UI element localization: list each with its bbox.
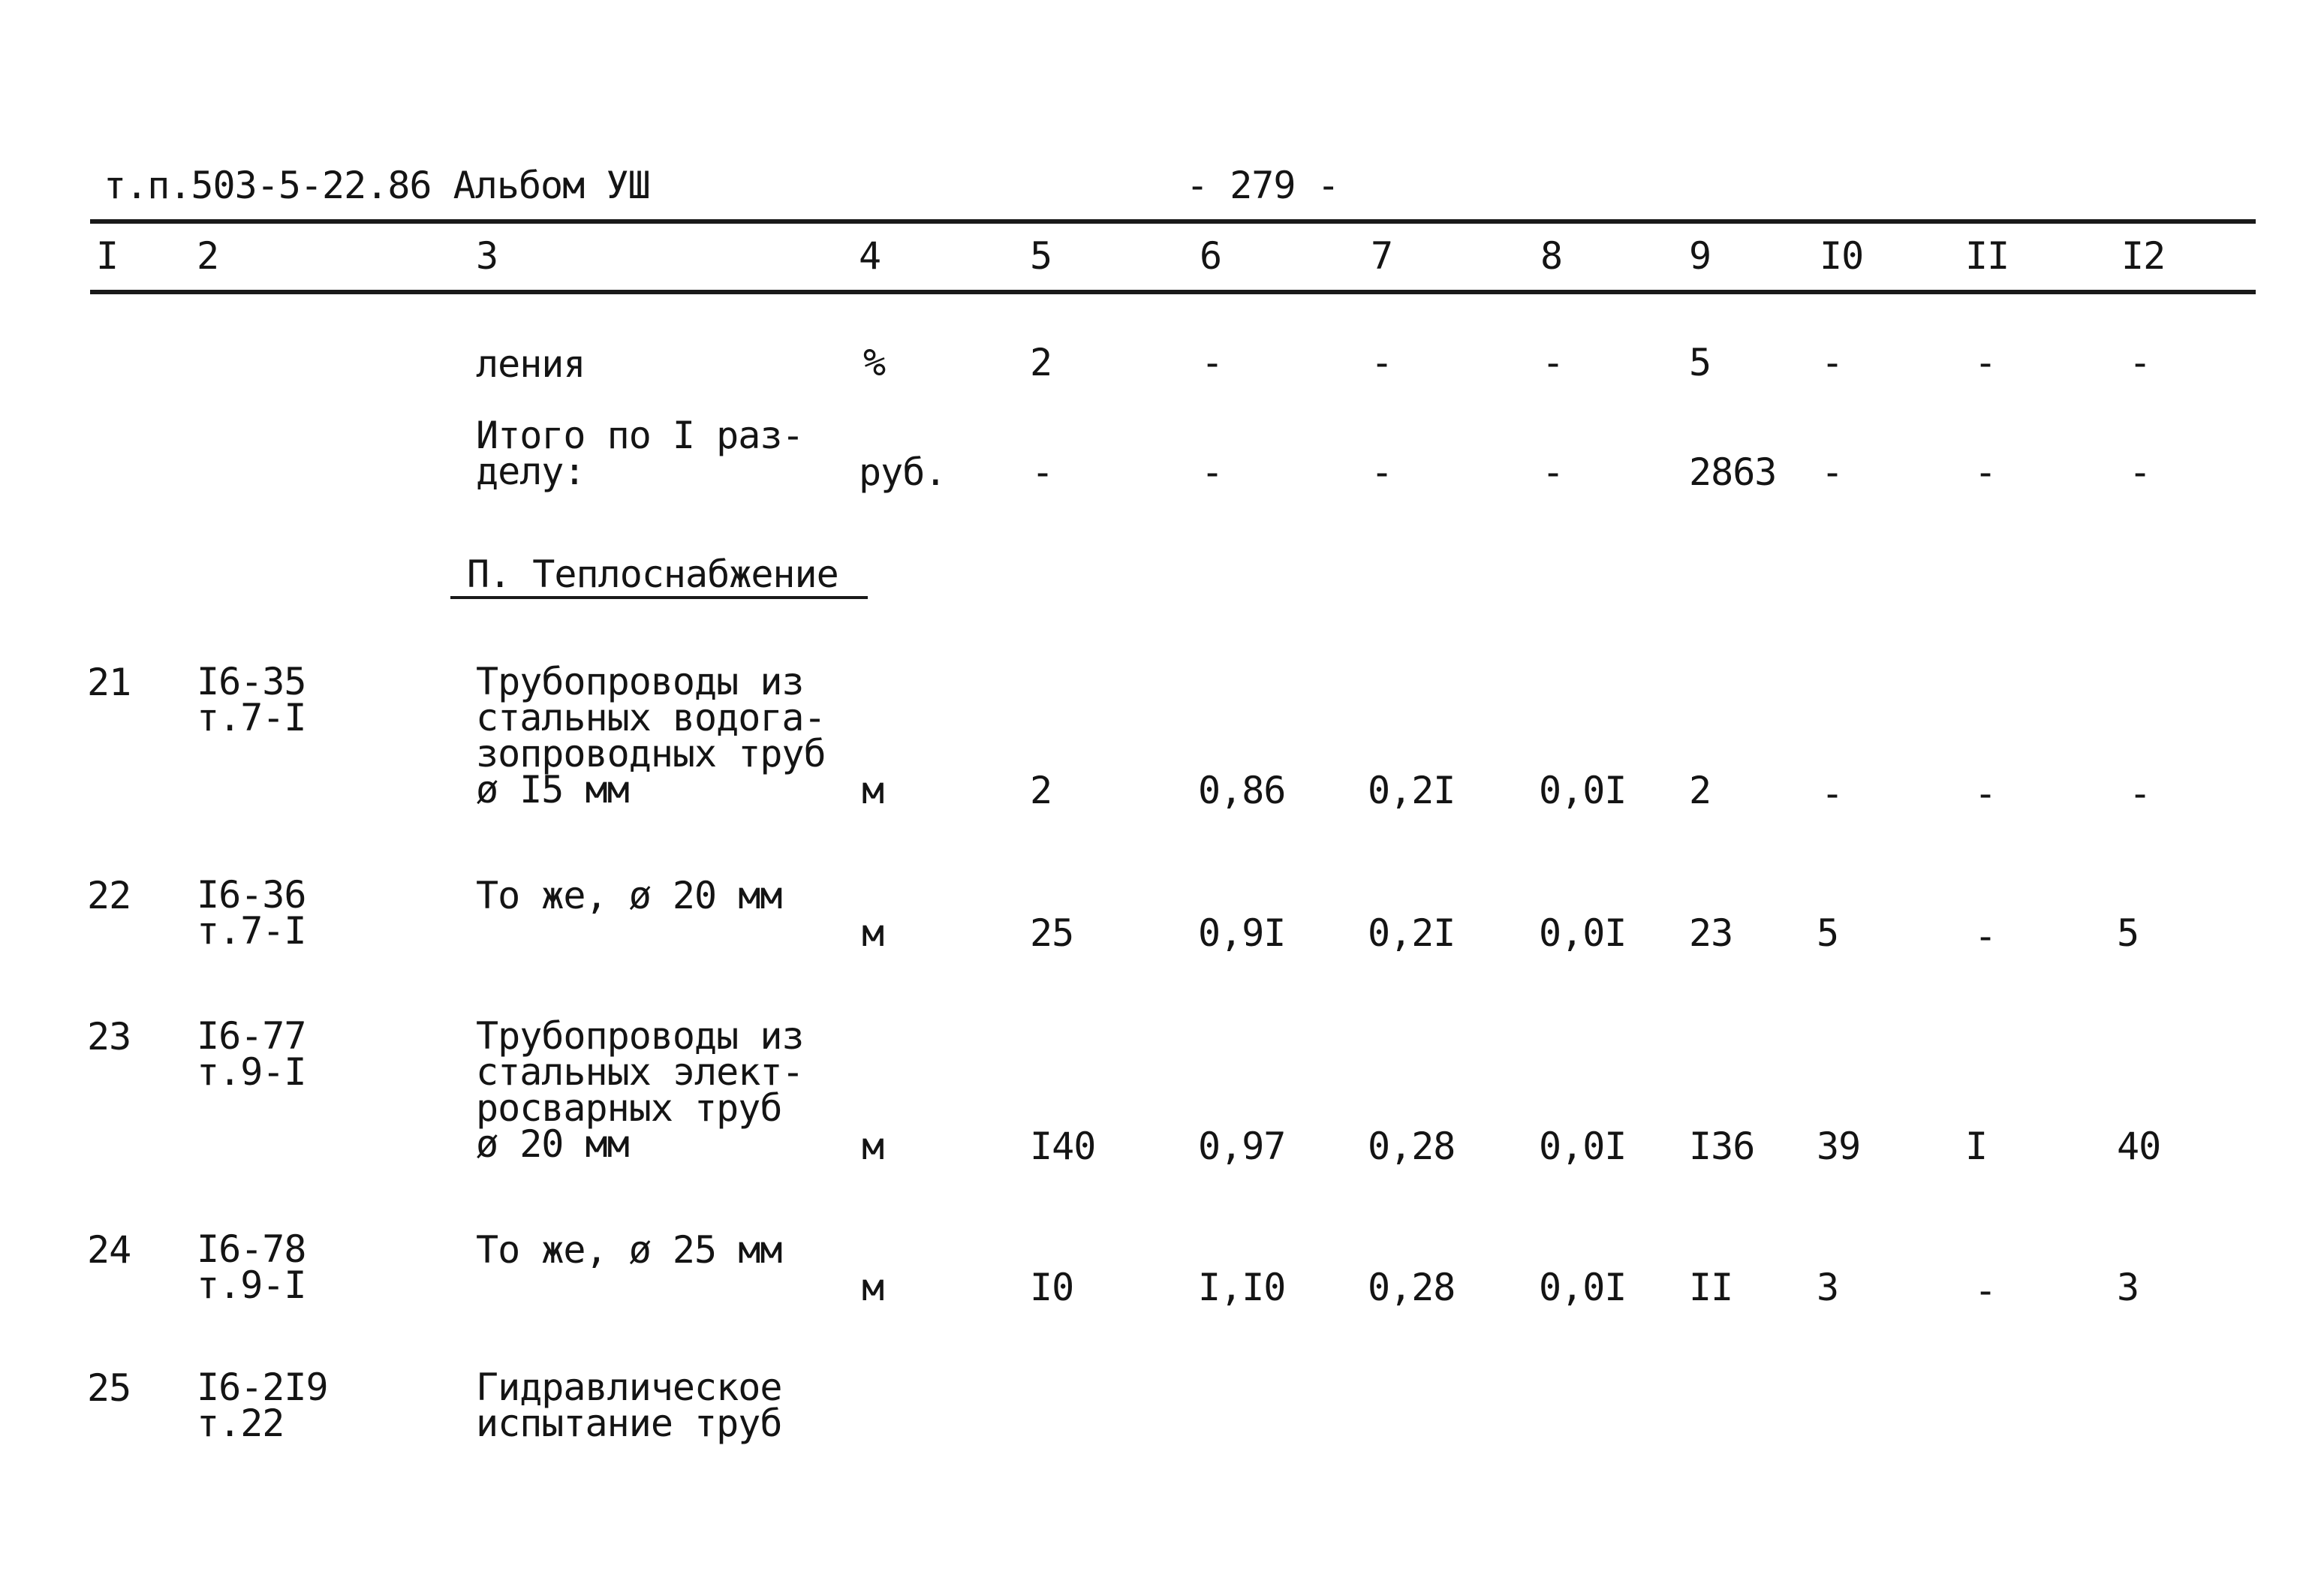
table-cell-col9: II bbox=[1689, 1266, 1733, 1309]
column-header-5: 5 bbox=[1030, 234, 1052, 278]
table-cell-col9: 23 bbox=[1689, 911, 1733, 955]
column-header-4: 4 bbox=[859, 234, 881, 278]
section-heading-underline bbox=[450, 596, 868, 599]
table-cell-col5: 25 bbox=[1030, 911, 1074, 955]
table-cell-col12: - bbox=[2129, 341, 2151, 384]
table-cell-col7: 0,28 bbox=[1368, 1266, 1456, 1309]
table-cell-unit: м bbox=[862, 769, 884, 812]
table-cell-col11: - bbox=[1974, 341, 1997, 384]
column-header-8: 8 bbox=[1540, 234, 1563, 278]
table-cell-col10: - bbox=[1821, 772, 1844, 815]
table-cell-description: Итого по I раз- делу: bbox=[476, 414, 804, 493]
table-cell-col10: - bbox=[1821, 341, 1844, 384]
table-cell-code: I6-78 т.9-I bbox=[197, 1227, 306, 1307]
table-cell-col8: - bbox=[1542, 341, 1564, 384]
table-cell-number: 24 bbox=[87, 1228, 131, 1272]
table-cell-unit: м bbox=[862, 1266, 884, 1309]
table-cell-col7: 0,28 bbox=[1368, 1125, 1456, 1168]
table-cell-col9: 5 bbox=[1689, 341, 1711, 384]
document-reference: т.п.503-5-22.86 Альбом УШ bbox=[104, 164, 650, 207]
table-cell-description: То же, ø 20 мм bbox=[476, 874, 782, 917]
column-header-6: 6 bbox=[1200, 234, 1222, 278]
table-cell-unit: % bbox=[863, 341, 886, 384]
table-cell-description: Трубопроводы из стальных элект- росварных труб ø 20 мм bbox=[476, 1014, 804, 1166]
table-cell-col10: 5 bbox=[1817, 911, 1839, 955]
table-cell-col11: - bbox=[1974, 1269, 1997, 1312]
table-cell-number: 23 bbox=[87, 1015, 131, 1058]
table-cell-number: 21 bbox=[87, 661, 131, 704]
table-cell-description: Гидравлическое испытание труб bbox=[476, 1366, 782, 1445]
table-cell-unit: м bbox=[862, 1125, 884, 1168]
table-cell-code: I6-35 т.7-I bbox=[197, 660, 306, 739]
table-cell-col10: - bbox=[1821, 450, 1844, 494]
column-header-9: 9 bbox=[1689, 234, 1711, 278]
column-header-11: II bbox=[1965, 234, 2009, 278]
table-cell-col7: - bbox=[1371, 341, 1393, 384]
table-cell-unit: руб. bbox=[859, 450, 947, 494]
table-cell-col9: 2 bbox=[1689, 769, 1711, 812]
table-cell-col8: 0,0I bbox=[1539, 911, 1627, 955]
table-cell-col6: - bbox=[1201, 450, 1224, 494]
table-cell-col8: 0,0I bbox=[1539, 1266, 1627, 1309]
table-cell-col10: 39 bbox=[1817, 1125, 1861, 1168]
table-cell-number: 22 bbox=[87, 874, 131, 917]
table-cell-unit: м bbox=[862, 911, 884, 955]
table-cell-description: То же, ø 25 мм bbox=[476, 1228, 782, 1272]
table-cell-col6: 0,86 bbox=[1198, 769, 1286, 812]
table-cell-col5: - bbox=[1031, 450, 1054, 494]
table-cell-col5: I40 bbox=[1030, 1125, 1096, 1168]
column-header-1: I bbox=[96, 234, 119, 278]
table-cell-col11: - bbox=[1974, 914, 1997, 958]
table-cell-col12: 3 bbox=[2117, 1266, 2139, 1309]
table-cell-col8: - bbox=[1542, 450, 1564, 494]
table-cell-col9: 2863 bbox=[1689, 450, 1777, 494]
table-cell-col8: 0,0I bbox=[1539, 1125, 1627, 1168]
column-header-2: 2 bbox=[197, 234, 219, 278]
table-cell-col12: - bbox=[2129, 772, 2151, 815]
table-cell-col6: 0,97 bbox=[1198, 1125, 1286, 1168]
table-cell-col6: I,I0 bbox=[1198, 1266, 1286, 1309]
table-cell-description: Трубопроводы из стальных водога- зопроводных труб ø I5 мм bbox=[476, 660, 826, 812]
table-cell-col6: - bbox=[1201, 341, 1224, 384]
table-cell-col8: 0,0I bbox=[1539, 769, 1627, 812]
top-rule bbox=[90, 219, 2256, 224]
table-cell-col6: 0,9I bbox=[1198, 911, 1286, 955]
table-cell-col11: - bbox=[1974, 450, 1997, 494]
table-cell-col9: I36 bbox=[1689, 1125, 1755, 1168]
table-cell-col5: 2 bbox=[1030, 341, 1052, 384]
header-bottom-rule bbox=[90, 290, 2256, 294]
table-cell-number: 25 bbox=[87, 1366, 131, 1410]
table-cell-col11: - bbox=[1974, 772, 1997, 815]
table-cell-col12: - bbox=[2129, 450, 2151, 494]
page-number: - 279 - bbox=[1186, 164, 1339, 207]
column-header-7: 7 bbox=[1371, 234, 1393, 278]
column-header-12: I2 bbox=[2121, 234, 2166, 278]
column-header-3: 3 bbox=[476, 234, 498, 278]
table-cell-description: ления bbox=[476, 342, 586, 386]
table-cell-col11: I bbox=[1965, 1125, 1988, 1168]
table-cell-col12: 40 bbox=[2117, 1125, 2161, 1168]
table-cell-col7: 0,2I bbox=[1368, 769, 1456, 812]
table-cell-col7: - bbox=[1371, 450, 1393, 494]
column-header-10: I0 bbox=[1820, 234, 1864, 278]
section-heading: П. Теплоснабжение bbox=[467, 553, 838, 596]
table-cell-col10: 3 bbox=[1817, 1266, 1839, 1309]
table-cell-col12: 5 bbox=[2117, 911, 2139, 955]
table-cell-col7: 0,2I bbox=[1368, 911, 1456, 955]
table-cell-col5: 2 bbox=[1030, 769, 1052, 812]
table-cell-code: I6-36 т.7-I bbox=[197, 873, 306, 953]
table-cell-code: I6-2I9 т.22 bbox=[197, 1366, 328, 1445]
table-cell-code: I6-77 т.9-I bbox=[197, 1014, 306, 1094]
table-cell-col5: I0 bbox=[1030, 1266, 1074, 1309]
